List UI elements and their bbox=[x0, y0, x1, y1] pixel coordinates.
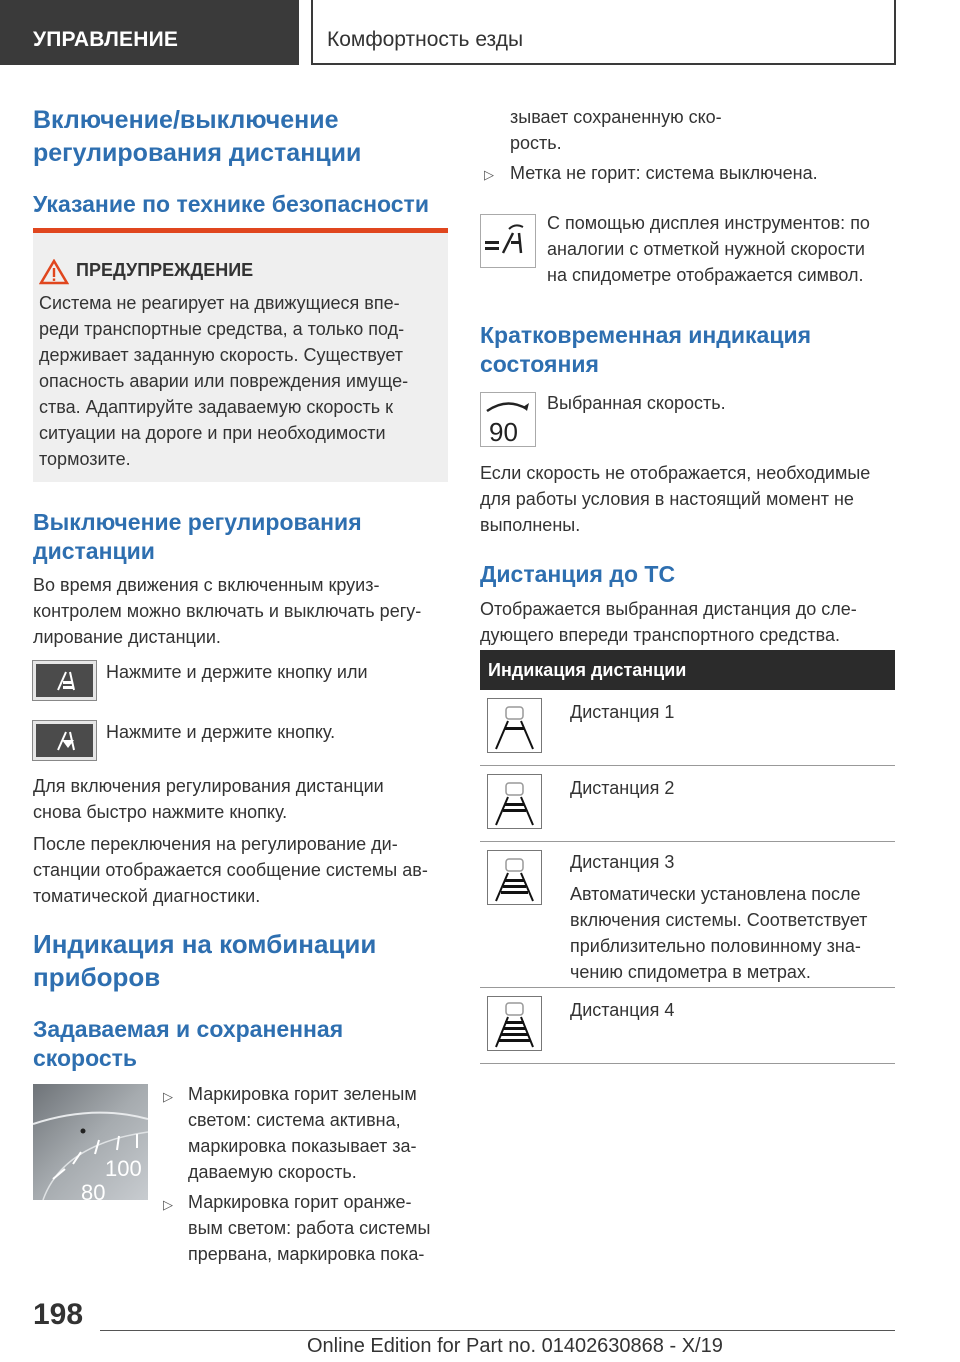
paragraph-on: Для включения регулирования дистанции снова быстро нажмите кнопку. bbox=[33, 776, 384, 822]
heading-off: Выключение регулирования дистанции bbox=[33, 509, 362, 564]
distance-1-label: Дистанция 1 bbox=[570, 702, 675, 722]
chapter-tab bbox=[311, 0, 896, 65]
table-header: Индикация дистанции bbox=[480, 650, 895, 690]
heading-brief: Кратковременная индикация состояния bbox=[480, 322, 812, 377]
warning-box bbox=[33, 228, 448, 482]
chapter-title: Комфортность езды bbox=[327, 28, 524, 51]
table-row bbox=[480, 842, 895, 988]
button1-caption: Нажмите и держите кнопку или bbox=[106, 662, 368, 682]
distance-symbol-image bbox=[480, 214, 536, 268]
distance-1-icon bbox=[487, 698, 542, 753]
distance-lanes-down-icon bbox=[36, 724, 93, 757]
bullet-triangle-icon: ▷ bbox=[163, 1089, 173, 1104]
speedometer-graphic bbox=[33, 1084, 148, 1200]
paragraph-nospeed: Если скорость не отображается, необходимые для работы условия в настоящий момент не выполнены. bbox=[480, 463, 871, 535]
heading-cluster: Индикация на комбинации приборов bbox=[33, 929, 377, 992]
bullet2-continued: зывает сохраненную ско- рость. bbox=[510, 107, 722, 153]
bullet3-text: Метка не горит: система выключена. bbox=[510, 163, 818, 183]
button2-caption: Нажмите и держите кнопку. bbox=[106, 722, 336, 742]
bullet2-text: Маркировка горит оранже- вым светом: работа системы прервана, маркировка пока- bbox=[188, 1192, 431, 1264]
speed-caption: Выбранная скорость. bbox=[547, 393, 726, 413]
bullet-triangle-icon: ▷ bbox=[484, 167, 494, 182]
table-row bbox=[480, 766, 895, 842]
paragraph-off: Во время движения с включенным круиз- контролем можно включать и выключать регу- лирование дистанции. bbox=[33, 575, 422, 647]
heading-safety: Указание по технике безопасности bbox=[33, 191, 429, 217]
distance-2-label: Дистанция 2 bbox=[570, 778, 675, 798]
distance-2-icon bbox=[487, 774, 542, 829]
bullet1-text: Маркировка горит зеленым светом: система активна, маркировка показывает за- даваемую скорость. bbox=[188, 1084, 417, 1182]
symbol-description: С помощью дисплея инструментов: по аналогии с отметкой нужной скорости на спидометре отображается символ. bbox=[547, 213, 870, 285]
warning-triangle-icon bbox=[39, 259, 69, 285]
section-title: УПРАВЛЕНИЕ bbox=[33, 28, 179, 51]
distance-4-icon bbox=[487, 996, 542, 1051]
table-row bbox=[480, 988, 895, 1064]
speedometer-image bbox=[33, 1084, 148, 1200]
speed-symbol-image bbox=[480, 392, 536, 447]
paragraph-after: После переключения на регулирование ди- станции отображается сообщение системы ав- томатической диагностики. bbox=[33, 834, 428, 906]
warning-text: Система не реагирует на движущиеся впе- реди транспортные средства, а только под- держивает заданную скорость. Существует опасность аварии или повреждения имуще- ства. Адаптируйте задаваемую скорость к ситуации на дороге и при необходимости тормозите. bbox=[39, 293, 409, 469]
heading-main-line: Включение/выключение bbox=[33, 106, 339, 134]
distance-3-icon bbox=[487, 850, 542, 905]
heading-main-line: регулирования дистанции bbox=[33, 139, 362, 167]
page-number: 198 bbox=[33, 1298, 84, 1331]
heading-main bbox=[33, 104, 453, 170]
speed-symbol-icon bbox=[481, 393, 535, 446]
heading-distance: Дистанция до ТС bbox=[480, 561, 676, 587]
heading-speed: Задаваемая и сохраненная скорость bbox=[33, 1016, 344, 1071]
distance-3-label: Дистанция 3 bbox=[570, 852, 675, 872]
gauge-label-100: 100 bbox=[105, 1156, 142, 1181]
speed-symbol-value: 90 bbox=[489, 417, 518, 446]
section-tab bbox=[0, 0, 299, 65]
bullet-triangle-icon: ▷ bbox=[163, 1197, 173, 1212]
paragraph-distance: Отображается выбранная дистанция до сле- дующего впереди транспортного средства. bbox=[480, 599, 857, 645]
gauge-label-80: 80 bbox=[81, 1180, 106, 1200]
table-row bbox=[480, 690, 895, 766]
distance-lanes-icon bbox=[36, 664, 93, 697]
footer-edition: Online Edition for Part no. 01402630868 - X/19 bbox=[307, 1335, 723, 1357]
distance-4-label: Дистанция 4 bbox=[570, 1000, 675, 1020]
warning-title: ПРЕДУПРЕЖДЕНИЕ bbox=[76, 260, 254, 280]
distance-3-text: Дистанция 3 Автоматически установлена после включения системы. Соответствует приблизительно половинному зна- чению спидометра в метрах. bbox=[570, 849, 867, 985]
distance-button-image bbox=[33, 661, 96, 700]
footer-divider bbox=[100, 1330, 895, 1331]
distance-symbol-icon bbox=[481, 215, 535, 267]
distance-button-image-2 bbox=[33, 721, 96, 760]
